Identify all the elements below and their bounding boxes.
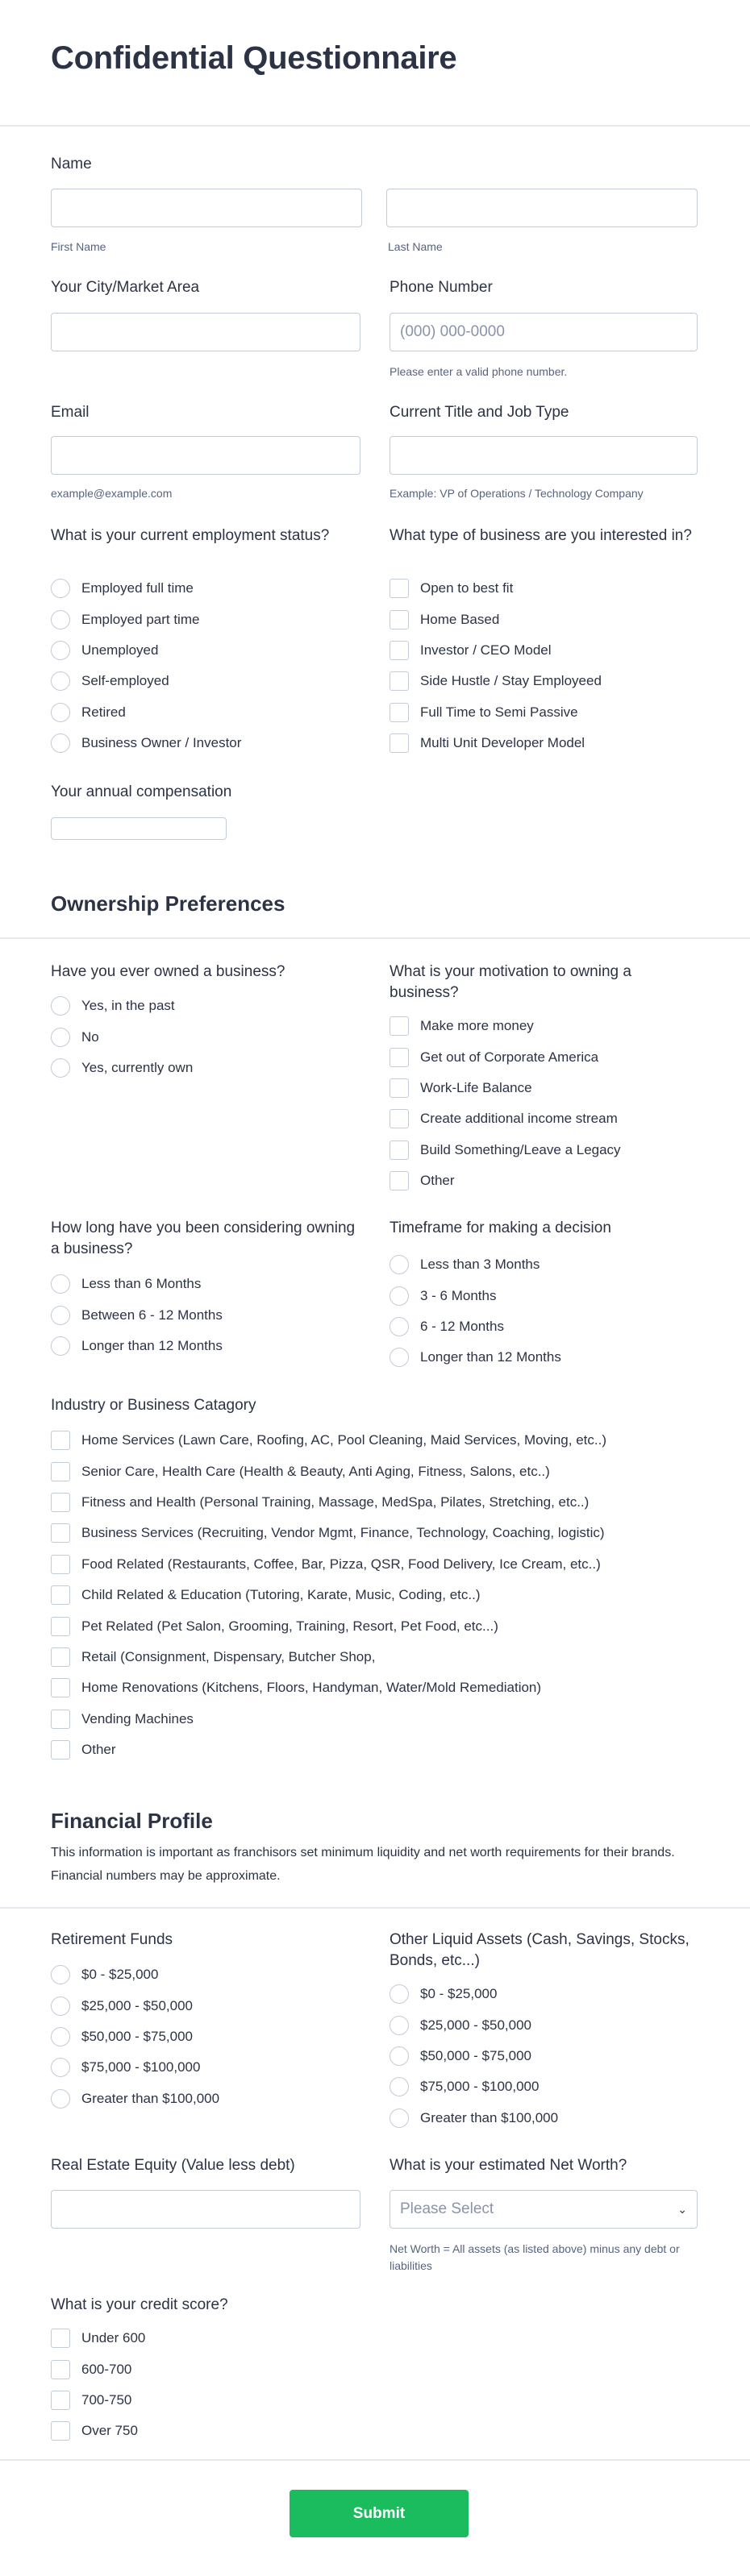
option-label: Employed part time: [81, 611, 200, 627]
radio-button[interactable]: [51, 1274, 70, 1294]
last-name-input[interactable]: [386, 189, 698, 227]
credit-label: What is your credit score?: [51, 2296, 228, 2313]
radio-option[interactable]: [51, 1021, 193, 1052]
checkbox[interactable]: [390, 1078, 409, 1098]
option-label: $75,000 - $100,000: [420, 2079, 540, 2095]
radio-button[interactable]: [51, 996, 70, 1016]
checkbox[interactable]: [390, 641, 409, 660]
checkbox-option[interactable]: [390, 573, 602, 604]
radio-option[interactable]: [51, 635, 241, 666]
checkbox-option[interactable]: [51, 1456, 606, 1486]
checkbox[interactable]: [51, 1493, 70, 1512]
checkbox[interactable]: [51, 2329, 70, 2348]
real-estate-input[interactable]: [51, 2190, 360, 2229]
radio-option[interactable]: [51, 1331, 223, 1361]
option-label: Home Renovations (Kitchens, Floors, Handyman, Water/Mold Remediation): [81, 1680, 542, 1696]
checkbox[interactable]: [390, 610, 409, 629]
compensation-label: Your annual compensation: [51, 783, 232, 800]
option-label: Create additional income stream: [420, 1111, 618, 1127]
checkbox[interactable]: [390, 1109, 409, 1128]
radio-button[interactable]: [51, 703, 70, 722]
radio-button[interactable]: [51, 579, 70, 598]
option-label: Home Services (Lawn Care, Roofing, AC, Pool Cleaning, Maid Services, Moving, etc..): [81, 1432, 606, 1448]
radio-button[interactable]: [390, 1255, 409, 1274]
checkbox-option[interactable]: [390, 635, 602, 666]
option-label: 3 - 6 Months: [420, 1287, 497, 1303]
radio-option[interactable]: [51, 1299, 223, 1330]
radio-option[interactable]: [390, 2103, 558, 2134]
business-type-label: What type of business are you interested in?: [390, 527, 692, 544]
owned-options: [51, 991, 193, 1083]
option-label: $50,000 - $75,000: [420, 2047, 532, 2063]
email-helper: example@example.com: [51, 487, 173, 500]
industry-label: Industry or Business Catagory: [51, 1397, 256, 1414]
checkbox-option[interactable]: [390, 728, 602, 758]
job-label: Current Title and Job Type: [390, 404, 569, 421]
header-divider: [0, 125, 750, 127]
first-name-input[interactable]: [51, 189, 362, 227]
name-label: Name: [51, 156, 92, 172]
option-label: Retail (Consignment, Dispensary, Butcher Shop,: [81, 1648, 376, 1664]
option-label: 600-700: [81, 2361, 132, 2377]
checkbox[interactable]: [390, 1171, 409, 1190]
radio-button[interactable]: [390, 2109, 409, 2128]
financial-description: This information is important as franchisors set minimum liquidity and net worth requirements for their brands. Financial numbers may be approximate.: [51, 1846, 675, 1883]
option-label: $75,000 - $100,000: [81, 2059, 201, 2075]
checkbox-option[interactable]: [51, 2385, 145, 2416]
radio-option[interactable]: [51, 1990, 219, 2021]
option-label: No: [81, 1028, 99, 1045]
employment-label: What is your current employment status?: [51, 527, 330, 544]
radio-option[interactable]: [390, 1280, 561, 1311]
option-label: $25,000 - $50,000: [81, 1997, 194, 2013]
liquid-label: Other Liquid Assets (Cash, Savings, Stocks, Bonds, etc...): [390, 1931, 690, 1969]
radio-button[interactable]: [51, 641, 70, 660]
radio-option[interactable]: [51, 604, 241, 634]
checkbox[interactable]: [51, 1462, 70, 1481]
checkbox[interactable]: [51, 1617, 70, 1636]
option-label: Longer than 12 Months: [81, 1337, 223, 1353]
timeframe-options: [390, 1249, 561, 1373]
radio-option[interactable]: [51, 2084, 219, 2114]
first-name-sublabel: First Name: [51, 240, 106, 253]
net-worth-label: What is your estimated Net Worth?: [390, 2157, 627, 2174]
option-label: Over 750: [81, 2423, 138, 2439]
option-label: Senior Care, Health Care (Health & Beauty, Anti Aging, Fitness, Salons, etc..): [81, 1463, 550, 1479]
radio-button[interactable]: [390, 1286, 409, 1306]
radio-option[interactable]: [390, 2071, 558, 2102]
radio-button[interactable]: [390, 1348, 409, 1367]
considering-options: [51, 1269, 223, 1361]
radio-button[interactable]: [390, 2016, 409, 2035]
checkbox[interactable]: [51, 1647, 70, 1667]
city-label: Your City/Market Area: [51, 279, 200, 296]
radio-option[interactable]: [51, 728, 241, 758]
option-label: Greater than $100,000: [81, 2090, 220, 2106]
radio-option[interactable]: [51, 2052, 219, 2083]
option-label: Under 600: [81, 2330, 146, 2346]
radio-button[interactable]: [390, 2077, 409, 2096]
radio-button[interactable]: [51, 1965, 70, 1984]
checkbox[interactable]: [51, 1740, 70, 1760]
radio-option[interactable]: [51, 573, 241, 604]
email-label: Email: [51, 404, 90, 421]
option-label: Retired: [81, 704, 126, 720]
checkbox[interactable]: [51, 1555, 70, 1574]
credit-options: [51, 2323, 145, 2447]
radio-option[interactable]: [390, 1311, 561, 1342]
checkbox[interactable]: [390, 703, 409, 722]
option-label: Self-employed: [81, 673, 169, 689]
checkbox[interactable]: [390, 1141, 409, 1160]
option-label: Open to best fit: [420, 580, 514, 596]
option-label: Other: [81, 1742, 116, 1758]
option-label: 700-750: [81, 2391, 132, 2408]
net-worth-helper: Net Worth = All assets (as listed above) minus any debt or liabilities: [390, 2242, 680, 2272]
radio-button[interactable]: [390, 2046, 409, 2066]
timeframe-label: Timeframe for making a decision: [390, 1219, 611, 1236]
checkbox[interactable]: [51, 1710, 70, 1729]
checkbox[interactable]: [51, 1431, 70, 1450]
option-label: 6 - 12 Months: [420, 1318, 504, 1334]
checkbox-option[interactable]: [390, 1073, 621, 1103]
owned-label: Have you ever owned a business?: [51, 963, 285, 980]
chevron-down-icon: ⌄: [677, 2202, 687, 2216]
radio-button[interactable]: [390, 1984, 409, 2004]
option-label: Child Related & Education (Tutoring, Karate, Music, Coding, etc..): [81, 1587, 481, 1603]
option-label: Build Something/Leave a Legacy: [420, 1141, 621, 1157]
option-label: $50,000 - $75,000: [81, 2028, 194, 2044]
checkbox[interactable]: [390, 733, 409, 753]
radio-button[interactable]: [51, 1336, 70, 1356]
option-label: Employed full time: [81, 580, 194, 596]
option-label: Yes, currently own: [81, 1059, 194, 1075]
option-label: Fitness and Health (Personal Training, Massage, MedSpa, Pilates, Stretching, etc..): [81, 1494, 590, 1510]
industry-options: [51, 1425, 606, 1765]
radio-option[interactable]: [51, 991, 193, 1021]
motivation-label: What is your motivation to owning a business?: [390, 963, 631, 1001]
radio-option[interactable]: [51, 697, 241, 728]
submit-button[interactable]: Submit: [290, 2490, 469, 2537]
financial-heading: Financial Profile: [51, 1809, 213, 1833]
checkbox-option[interactable]: [390, 666, 602, 696]
radio-button[interactable]: [51, 610, 70, 629]
option-label: Investor / CEO Model: [420, 642, 552, 658]
checkbox-option[interactable]: [51, 2354, 145, 2384]
checkbox-option[interactable]: [390, 1011, 621, 1041]
checkbox-option[interactable]: [51, 2416, 145, 2446]
business-type-options: [390, 573, 602, 758]
option-label: Business Services (Recruiting, Vendor Mgmt, Finance, Technology, Coaching, logistic): [81, 1525, 605, 1541]
real-estate-label: Real Estate Equity (Value less debt): [51, 2157, 295, 2174]
phone-helper: Please enter a valid phone number.: [390, 365, 568, 378]
checkbox-option[interactable]: [51, 2323, 145, 2354]
option-label: Less than 6 Months: [81, 1276, 202, 1292]
checkbox[interactable]: [51, 2421, 70, 2441]
radio-option[interactable]: [51, 1053, 193, 1083]
option-label: Home Based: [420, 611, 500, 627]
phone-label: Phone Number: [390, 279, 493, 296]
checkbox-option[interactable]: [390, 1041, 621, 1072]
checkbox-option[interactable]: [51, 1704, 606, 1735]
checkbox[interactable]: [390, 579, 409, 598]
checkbox-option[interactable]: [51, 1518, 606, 1548]
job-helper: Example: VP of Operations / Technology Company: [390, 487, 644, 500]
radio-option[interactable]: [51, 2021, 219, 2052]
checkbox[interactable]: [51, 1585, 70, 1605]
option-label: Full Time to Semi Passive: [420, 704, 578, 720]
checkbox-option[interactable]: [51, 1487, 606, 1518]
considering-label: How long have you been considering owning a business?: [51, 1219, 356, 1257]
radio-option[interactable]: [51, 1269, 223, 1299]
phone-placeholder: (000) 000-0000: [400, 323, 505, 340]
checkbox-option[interactable]: [390, 1103, 621, 1134]
option-label: Business Owner / Investor: [81, 735, 242, 751]
retirement-label: Retirement Funds: [51, 1931, 173, 1948]
checkbox-option[interactable]: [390, 1135, 621, 1165]
radio-option[interactable]: [390, 1342, 561, 1373]
footer-divider: [0, 2459, 750, 2461]
radio-button[interactable]: [51, 2027, 70, 2046]
option-label: Multi Unit Developer Model: [420, 735, 585, 751]
checkbox-option[interactable]: [390, 604, 602, 634]
checkbox-option[interactable]: [51, 1425, 606, 1456]
employment-options: [51, 573, 241, 758]
checkbox-option[interactable]: [51, 1580, 606, 1610]
option-label: Work-Life Balance: [420, 1079, 532, 1095]
option-label: Make more money: [420, 1018, 534, 1034]
checkbox-option[interactable]: [51, 1672, 606, 1703]
radio-option[interactable]: [390, 2041, 558, 2071]
radio-button[interactable]: [51, 1996, 70, 2016]
option-label: Get out of Corporate America: [420, 1049, 599, 1065]
page-title: Confidential Questionnaire: [51, 40, 457, 76]
motivation-options: [390, 1011, 621, 1196]
job-input[interactable]: [390, 436, 698, 475]
checkbox[interactable]: [51, 1678, 70, 1697]
section-divider: [0, 1907, 750, 1909]
checkbox[interactable]: [390, 1016, 409, 1036]
option-label: Other: [420, 1173, 455, 1189]
radio-button[interactable]: [51, 671, 70, 691]
option-label: Food Related (Restaurants, Coffee, Bar, Pizza, QSR, Food Delivery, Ice Cream, etc..): [81, 1556, 601, 1572]
option-label: Greater than $100,000: [420, 2109, 559, 2125]
city-input[interactable]: [51, 313, 360, 351]
option-label: Unemployed: [81, 642, 159, 658]
radio-button[interactable]: [51, 2058, 70, 2077]
net-worth-selected: Please Select: [400, 2200, 494, 2217]
option-label: Pet Related (Pet Salon, Grooming, Training, Resort, Pet Food, etc...): [81, 1618, 498, 1634]
checkbox-option[interactable]: [51, 1642, 606, 1672]
radio-button[interactable]: [51, 1058, 70, 1078]
checkbox[interactable]: [51, 2360, 70, 2379]
option-label: Less than 3 Months: [420, 1257, 540, 1273]
liquid-options: [390, 1979, 558, 2134]
net-worth-select[interactable]: [390, 2190, 698, 2229]
ownership-heading: Ownership Preferences: [51, 891, 285, 916]
compensation-input[interactable]: [51, 817, 227, 840]
checkbox-option[interactable]: [51, 1610, 606, 1641]
checkbox-option[interactable]: [51, 1549, 606, 1580]
checkbox[interactable]: [390, 1048, 409, 1067]
radio-option[interactable]: [390, 1249, 561, 1280]
checkbox[interactable]: [51, 2391, 70, 2410]
email-input[interactable]: [51, 436, 360, 475]
radio-option[interactable]: [51, 1959, 219, 1990]
option-label: Between 6 - 12 Months: [81, 1307, 223, 1323]
option-label: $25,000 - $50,000: [420, 2017, 532, 2033]
option-label: $0 - $25,000: [420, 1986, 498, 2002]
checkbox-option[interactable]: [390, 697, 602, 728]
checkbox[interactable]: [390, 671, 409, 691]
radio-option[interactable]: [390, 1979, 558, 2009]
option-label: Vending Machines: [81, 1710, 194, 1726]
radio-option[interactable]: [390, 2009, 558, 2040]
checkbox-option[interactable]: [390, 1165, 621, 1196]
retirement-options: [51, 1959, 219, 2114]
radio-button[interactable]: [390, 1317, 409, 1336]
phone-input[interactable]: [390, 313, 698, 351]
section-divider: [0, 937, 750, 939]
option-label: $0 - $25,000: [81, 1967, 159, 1983]
radio-button[interactable]: [51, 1028, 70, 1047]
last-name-sublabel: Last Name: [388, 240, 443, 253]
radio-button[interactable]: [51, 733, 70, 753]
checkbox-option[interactable]: [51, 1735, 606, 1765]
option-label: Yes, in the past: [81, 998, 175, 1014]
radio-button[interactable]: [51, 2089, 70, 2109]
checkbox[interactable]: [51, 1523, 70, 1543]
option-label: Longer than 12 Months: [420, 1349, 561, 1365]
radio-option[interactable]: [51, 666, 241, 696]
radio-button[interactable]: [51, 1306, 70, 1325]
option-label: Side Hustle / Stay Employeed: [420, 673, 602, 689]
